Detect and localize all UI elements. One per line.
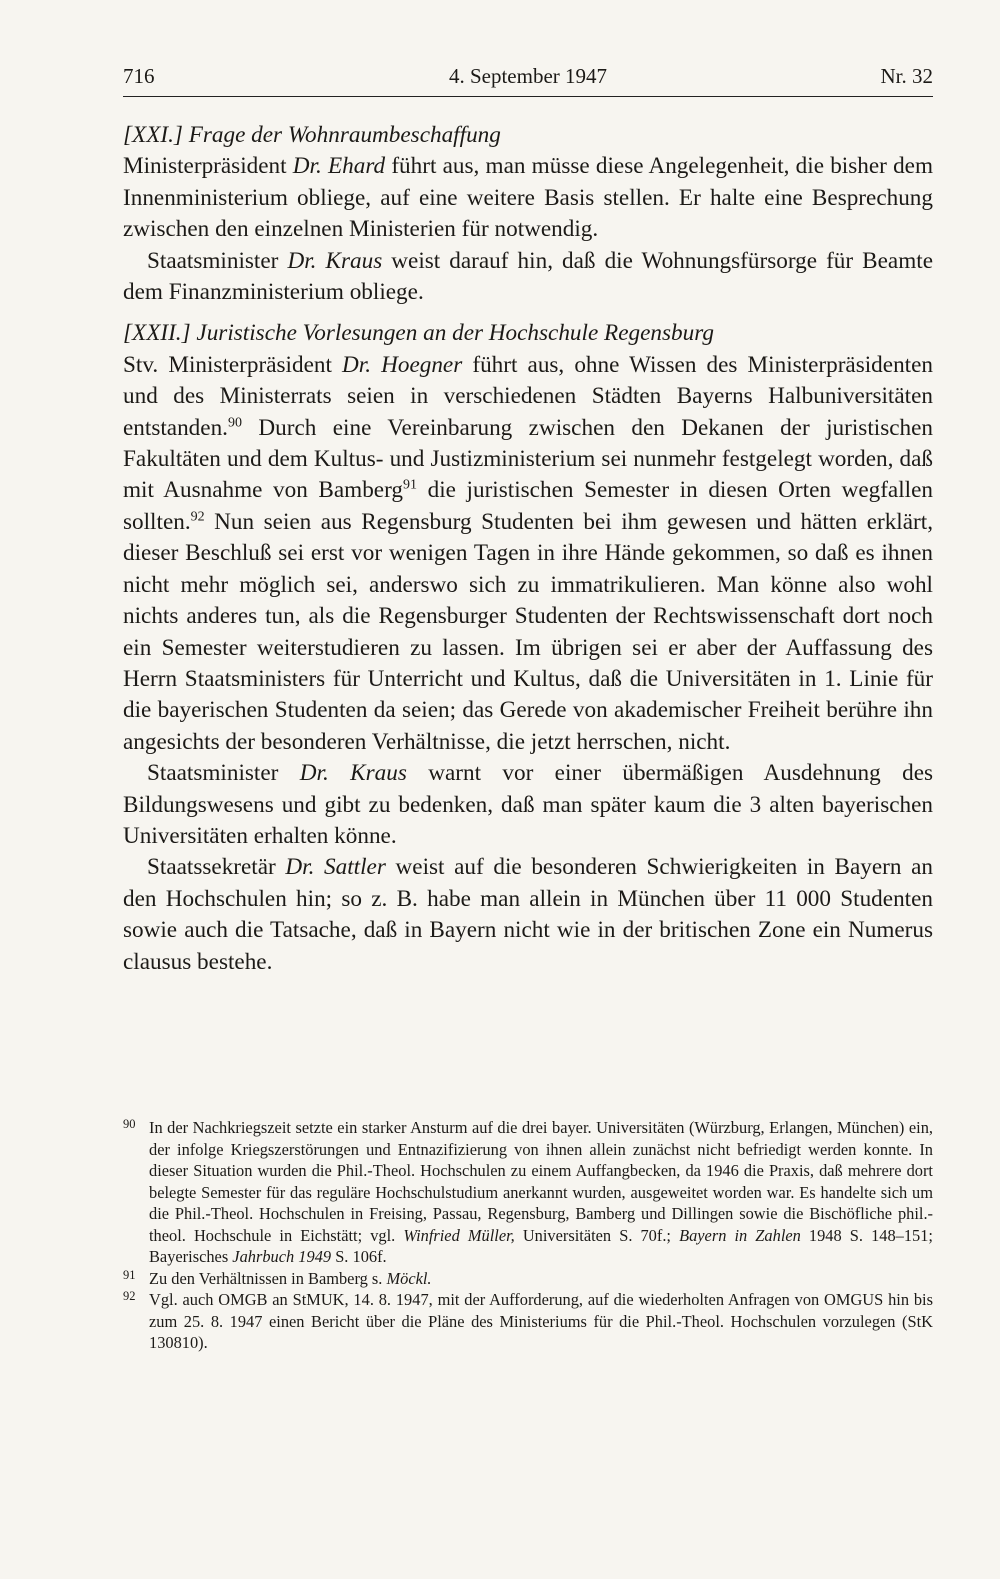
- footnote-ref-90[interactable]: 90: [227, 414, 242, 430]
- text-span: Zu den Verhältnissen in Bamberg s.: [149, 1268, 387, 1288]
- section-number: [XXII.]: [123, 320, 191, 347]
- footnote-ref-91[interactable]: 91: [403, 477, 417, 493]
- footnotes: [123, 1117, 933, 1354]
- reference-title: Jahrbuch 1949: [232, 1247, 332, 1266]
- text-span: weist darauf hin, daß die Wohnungsfürsorge für Beamte dem Finanzministerium obliege.: [123, 247, 933, 306]
- text-span: Ministerpräsident: [123, 153, 293, 180]
- text-span: Staatssekretär: [147, 854, 286, 881]
- section-number: [XXI.]: [123, 122, 183, 148]
- person-name: Ehard: [328, 153, 386, 180]
- section-heading-xxii: [123, 318, 933, 349]
- person-name: Kraus: [325, 247, 383, 274]
- footnote-91: [123, 1268, 933, 1290]
- text-span: Stv. Ministerpräsident: [123, 351, 342, 378]
- footnote-92: [123, 1289, 933, 1354]
- text-span: Staatsminister: [147, 247, 288, 274]
- page-number: 716: [123, 64, 155, 88]
- text-span: warnt vor einer übermäßigen Ausdehnung des Bildungswesens und gibt zu bedenken, daß man später kaum die 3 alten bayerischen Universitäten erhalten könne.: [123, 760, 934, 849]
- issue-number: Nr. 32: [880, 64, 933, 88]
- text-span: führt aus, ohne Wissen des Ministerpräsidenten und des Ministerrats seien in verschiedenen Städten Bayerns Halbuniversitäten entstanden.: [123, 351, 933, 441]
- author-name: Winfried Müller,: [403, 1225, 515, 1245]
- running-header: [123, 62, 933, 97]
- title-dr: Dr.: [299, 760, 329, 787]
- text-span: S. 106f.: [331, 1247, 387, 1266]
- text-span: Universitäten S. 70f.;: [514, 1225, 680, 1245]
- spacer: [123, 308, 933, 318]
- text-span: Nun seien aus Regensburg Studenten bei ihm gewesen und hätten erklärt, dieser Beschluß sei erst vor wenigen Tagen in ihre Hände gekommen, so daß es ihnen nicht mehr möglich sei, anderswo sich zu immatrikulieren. Man könne also wohl nichts anderes tun, als die Regensburger Studenten der Rechtswissenschaft dort noch ein Semester weiterstudieren zu lassen. Im übrigen sei er aber der Auffassung des Herrn Staatsministers für Unterricht und Kultus, daß die Universitäten in 1. Linie für die bayerischen Studenten da seien; das Gerede von akademischer Freiheit berühre ihn angesichts der besonderen Verhältnisse, die jetzt herrschen, nicht.: [123, 508, 933, 755]
- paragraph: [123, 852, 933, 978]
- text-span: führt aus, man müsse diese Angelegenheit, die bisher dem Innenministerium obliege, auf eine weitere Basis stellen. Er halte eine Besprechung zwischen den einzelnen Ministerien für notwendig.: [123, 153, 934, 243]
- header-date: 4. September 1947: [448, 64, 608, 88]
- paragraph: [123, 350, 933, 758]
- main-text: [123, 120, 933, 978]
- title-dr: Dr.: [292, 153, 322, 180]
- title-dr: Dr.: [285, 854, 315, 881]
- reference-title: Bayern in Zahlen: [679, 1225, 801, 1245]
- footnote-number: 92: [123, 1289, 136, 1303]
- footnote-ref-92[interactable]: 92: [190, 509, 205, 525]
- text-span: Vgl. auch OMGB an StMUK, 14. 8. 1947, mit der Aufforderung, auf die wiederholten Anfragen von OMGUS hin bis zum 25. 8. 1947 einen Bericht über die Pläne des Ministeriums für die Phil.-Theol. Hochschulen vorzulegen (StK 130810).: [149, 1290, 933, 1352]
- section-heading-xxi: [123, 120, 933, 151]
- text-span: In der Nachkriegszeit setzte ein starker Ansturm auf die drei bayer. Universitäten (Würzburg, Erlangen, München) ein, der infolge Kriegszerstörungen und Entnazifizierung von ihnen allein zunächst nicht befriedigt werden konnte. In dieser Situation wurden die Phil.-Theol. Hochschulen zu einem Auffangbecken, da 1946 die Praxis, daß mehrere dort belegte Semester für das reguläre Hochschulstudium anerkannt wurden, ausgeweitet worden war. Es handelte sich um die Phil.-Theol. Hochschulen in Freising, Passau, Regensburg, Bamberg und Dillingen sowie die Bischöfliche phil.-theol. Hochschule in Eichstätt; vgl.: [149, 1118, 933, 1245]
- footnote-90: [123, 1117, 933, 1268]
- text-span: Staatsminister: [147, 760, 300, 787]
- section-title: Juristische Vorlesungen an der Hochschule Regensburg: [196, 320, 714, 347]
- title-dr: Dr.: [287, 247, 317, 274]
- paragraph: [123, 151, 933, 245]
- person-name: Hoegner: [381, 351, 463, 378]
- paragraph: [123, 758, 933, 852]
- footnote-number: 90: [123, 1117, 136, 1131]
- text-span: Durch eine Vereinbarung zwischen den Dekanen der juristischen Fakultäten und dem Kultus- und Justizministerium sei nunmehr festgelegt worden, daß mit Ausnahme von Bamberg: [123, 414, 933, 504]
- text-span: weist auf die besonderen Schwierigkeiten in Bayern an den Hochschulen hin; so z. B. habe man allein in München über 11 000 Studenten sowie auch die Tatsache, daß in Bayern nicht wie in der britischen Zone ein Numerus clausus bestehe.: [123, 854, 934, 975]
- person-name: Kraus: [350, 760, 407, 787]
- section-title: Frage der Wohnraumbeschaffung: [188, 122, 501, 148]
- footnote-number: 91: [123, 1267, 136, 1282]
- text-span: die juristischen Semester in diesen Orten wegfallen sollten.: [123, 477, 933, 535]
- person-name: Sattler: [324, 854, 386, 881]
- paragraph: [123, 246, 933, 309]
- title-dr: Dr.: [342, 351, 371, 378]
- reference-title: Möckl.: [386, 1268, 432, 1288]
- text-span: 1948 S. 148–151; Bayerisches: [149, 1225, 933, 1266]
